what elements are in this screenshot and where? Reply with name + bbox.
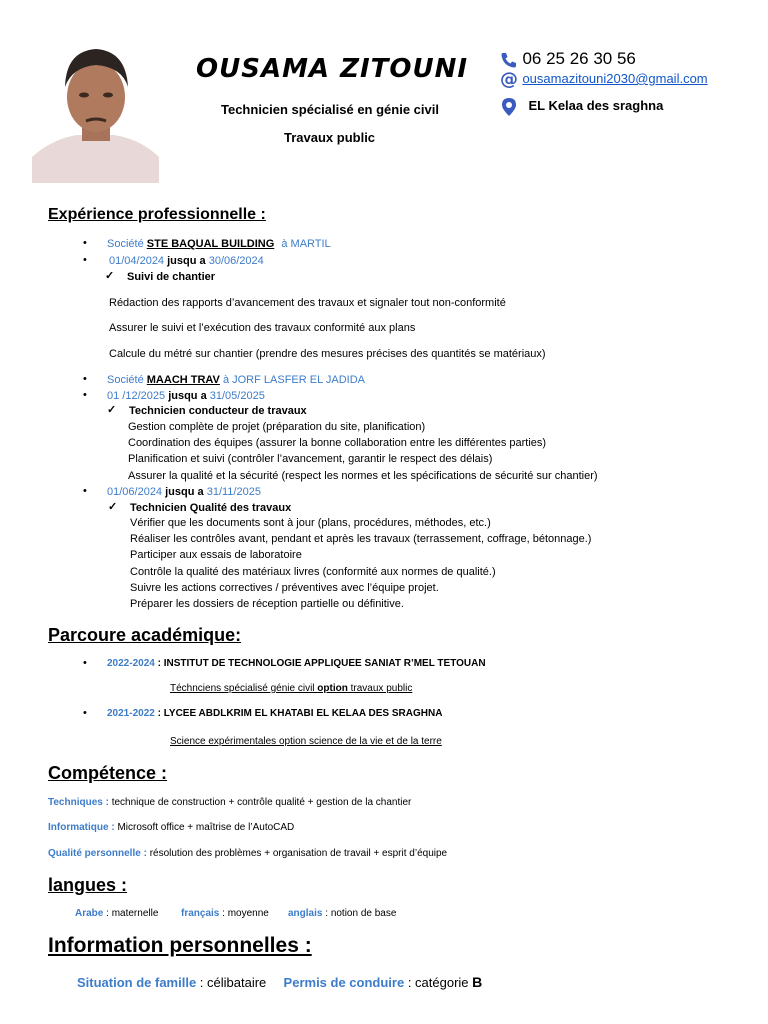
skills-heading: Compétence : bbox=[48, 763, 168, 783]
skill-row: Qualité personnelle : résolution des problèmes + organisation de travail + esprit d’équipe bbox=[48, 848, 448, 859]
job3-dates: • 01/06/2024 jusqu a 31/11/2025 bbox=[107, 486, 261, 499]
job2-role: ✓ Technicien conducteur de travaux bbox=[129, 405, 307, 418]
job2-task: Assurer la qualité et la sécurité (respect les normes et les spécifications de sécurité sur chantier) bbox=[128, 470, 598, 482]
skill-row: Techniques : technique de construction + contrôle qualité + gestion de la chantier bbox=[48, 797, 412, 808]
personal-heading: Information personnelles : bbox=[48, 934, 312, 957]
personal-info-row: Situation de famille : célibataire Permis de conduire : catégorie B bbox=[77, 974, 483, 990]
job3-task: Vérifier que les documents sont à jour (plans, procédures, méthodes, etc.) bbox=[130, 517, 491, 529]
education-detail: Science expérimentales option science de la vie et de la terre bbox=[170, 736, 442, 747]
education-heading: Parcoure académique: bbox=[48, 625, 242, 645]
phone-number: 06 25 26 30 56 bbox=[522, 49, 636, 68]
education-item: • 2021-2022 : LYCEE ABDLKRIM EL KHATABI EL KELAA DES SRAGHNA bbox=[107, 708, 442, 720]
job2-dates: • 01 /12/2025 jusqu a 31/05/2025 bbox=[107, 390, 265, 403]
languages-heading: langues : bbox=[48, 875, 128, 895]
job-subtitle: Travaux public bbox=[284, 130, 376, 145]
job1-task: Rédaction des rapports d’avancement des travaux et signaler tout non-conformité bbox=[109, 297, 506, 309]
job1-dates: • 01/04/2024 jusqu a 30/06/2024 bbox=[107, 255, 264, 268]
svg-text:@: @ bbox=[500, 70, 518, 88]
license-category: catégorie bbox=[415, 975, 473, 990]
job2-task: Planification et suivi (contrôler l’avancement, garantir le respect des délais) bbox=[128, 453, 493, 465]
skill-row: Informatique : Microsoft office + maîtrise de l’AutoCAD bbox=[48, 822, 295, 833]
at-icon bbox=[500, 70, 518, 88]
email-link[interactable]: ousamazitouni2030@gmail.com bbox=[522, 71, 708, 87]
language-item: Arabe : maternelle bbox=[75, 908, 159, 919]
family-status: célibataire bbox=[207, 975, 267, 990]
job1-role: ✓ Suivi de chantier bbox=[127, 271, 215, 284]
job3-task: Participer aux essais de laboratoire bbox=[130, 549, 302, 561]
profile-photo bbox=[32, 37, 159, 183]
education-detail: Téchnciens spécialisé génie civil option travaux public bbox=[170, 683, 413, 694]
job3-role: ✓ Technicien Qualité des travaux bbox=[130, 502, 291, 515]
language-item: anglais : notion de base bbox=[288, 908, 397, 919]
job3-task: Réaliser les contrôles avant, pendant et après les travaux (terrassement, coffrage, bétonnage.) bbox=[130, 533, 592, 545]
language-item: français : moyenne bbox=[181, 908, 269, 919]
candidate-name: OUSAMA ZITOUNI bbox=[196, 54, 469, 84]
location-row bbox=[500, 97, 663, 115]
job2-task: Coordination des équipes (assurer la bonne collaboration entre les différentes parties) bbox=[128, 437, 547, 449]
location-pin-icon bbox=[500, 97, 518, 115]
job1-task: Assurer le suivi et l’exécution des travaux conformité aux plans bbox=[109, 322, 416, 334]
job1-company: • Société STE BAQUAL BUILDING à MARTIL bbox=[107, 238, 331, 251]
job3-task: Préparer les dossiers de réception partielle ou définitive. bbox=[130, 598, 404, 610]
education-item: • 2022-2024 : INSTITUT DE TECHNOLOGIE APPLIQUEE SANIAT R’MEL TETOUAN bbox=[107, 658, 486, 670]
job3-task: Suivre les actions correctives / préventives avec l’équipe projet. bbox=[130, 582, 439, 594]
phone-row bbox=[500, 49, 636, 69]
job2-company: • Société MAACH TRAV à JORF LASFER EL JADIDA bbox=[107, 374, 365, 387]
experience-heading: Expérience professionnelle : bbox=[48, 206, 266, 223]
job1-task: Calcule du métré sur chantier (prendre des mesures précises des quantités se matériaux) bbox=[109, 348, 546, 360]
phone-icon bbox=[500, 51, 518, 69]
location-text: EL Kelaa des sraghna bbox=[528, 98, 664, 114]
job3-task: Contrôle la qualité des matériaux livres (conformité aux normes de qualité.) bbox=[130, 566, 496, 578]
job2-task: Gestion complète de projet (préparation du site, planification) bbox=[128, 421, 426, 433]
job-title: Technicien spécialisé en génie civil bbox=[221, 102, 439, 117]
email-row bbox=[500, 70, 708, 88]
